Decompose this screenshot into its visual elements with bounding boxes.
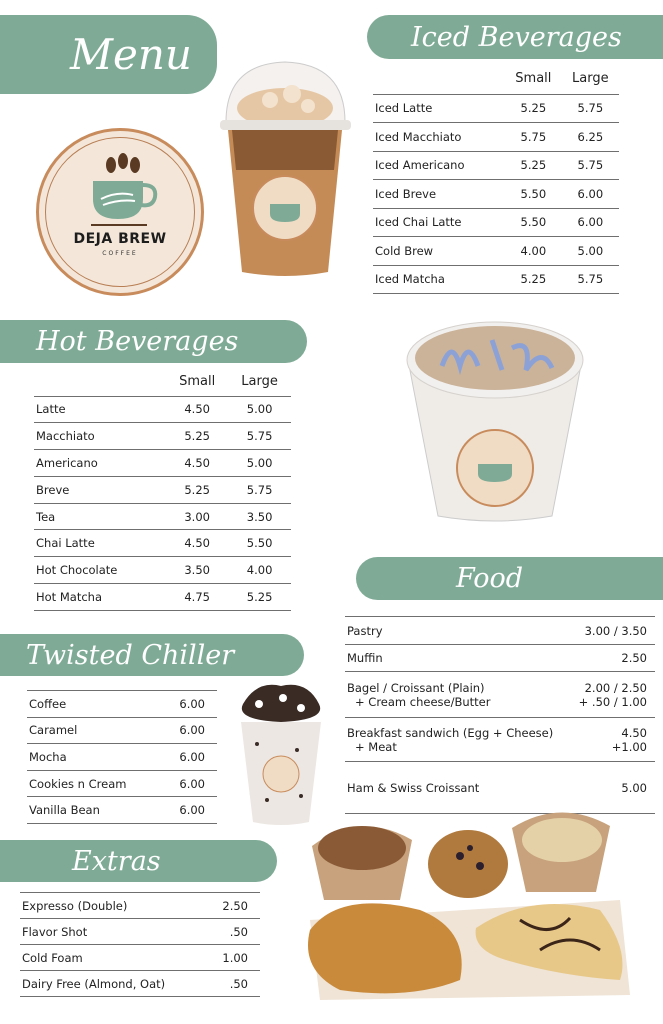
extras-item-name: Expresso (Double) [20,893,209,919]
hot-banner [0,320,307,363]
food-row [345,718,655,762]
hot-item-large: 5.75 [228,423,291,450]
chiller-row [27,691,217,718]
chiller-row [27,717,217,744]
extras-table [20,892,260,997]
iced-item-small: 4.00 [505,237,562,266]
chiller-item-name: Vanilla Bean [27,797,164,824]
extras-item-name: Dairy Free (Almond, Oat) [20,971,209,997]
extras-item-price: .50 [209,971,260,997]
food-item-addon-price: +1.00 [611,739,647,754]
hot-row [34,557,291,584]
hot-item-name: Tea [34,503,166,530]
iced-title: Iced Beverages [411,21,622,53]
hot-item-large: 5.00 [228,396,291,423]
food-item-addon-price: + .50 / 1.00 [578,694,647,709]
food-title: Food [456,563,524,594]
hot-item-small: 5.25 [166,476,228,503]
iced-item-name: Iced Matcha [373,265,505,294]
iced-item-large: 5.75 [562,265,619,294]
hot-item-large: 5.50 [228,530,291,557]
chiller-item-price: 6.00 [164,717,217,744]
hot-row [34,584,291,611]
hot-item-small: 3.50 [166,557,228,584]
iced-item-name: Iced Chai Latte [373,208,505,237]
hot-latte-photo [402,318,588,522]
extras-row [20,919,260,945]
food-item-price: 3.00 / 3.50 [584,623,647,638]
iced-item-name: Iced Macchiato [373,123,505,152]
extras-item-price: .50 [209,919,260,945]
food-row [345,645,655,672]
hot-item-name: Hot Chocolate [34,557,166,584]
chiller-title: Twisted Chiller [26,639,235,671]
iced-item-name: Cold Brew [373,237,505,266]
food-item-name: Breakfast sandwich (Egg + Cheese) [347,725,554,740]
hot-item-small: 3.00 [166,503,228,530]
iced-item-large: 5.75 [562,94,619,123]
iced-item-small: 5.50 [505,180,562,209]
iced-row [373,151,619,180]
hot-table [34,368,291,611]
iced-table [373,63,619,294]
logo-brand-name: DEJA BREW [73,231,167,247]
hot-row [34,396,291,423]
menu-banner [0,15,217,94]
hot-row [34,530,291,557]
food-item-addon: + Meat [355,739,397,754]
hot-item-large: 4.00 [228,557,291,584]
hot-header-small: Small [179,374,216,390]
food-item-name: Bagel / Croissant (Plain) [347,680,485,695]
iced-item-small: 5.25 [505,151,562,180]
iced-item-name: Iced Latte [373,94,505,123]
extras-row [20,945,260,971]
hot-item-name: Americano [34,450,166,477]
food-banner [356,557,663,600]
extras-row [20,971,260,997]
food-price [571,718,655,762]
iced-header-small: Small [515,70,552,86]
iced-item-large: 6.25 [562,123,619,152]
hot-row [34,450,291,477]
food-price [571,645,655,672]
iced-item-large: 5.00 [562,237,619,266]
deja-brew-logo [36,128,204,296]
menu-title: Menu [70,30,192,79]
hot-item-name: Chai Latte [34,530,166,557]
hot-item-small: 4.50 [166,530,228,557]
food-row [345,617,655,645]
hot-item-name: Latte [34,396,166,423]
hot-item-name: Breve [34,476,166,503]
hot-header-large: Large [241,374,278,390]
hot-item-small: 4.75 [166,584,228,611]
chiller-row [27,770,217,797]
food-price [571,672,655,718]
iced-item-small: 5.25 [505,94,562,123]
iced-item-large: 6.00 [562,180,619,209]
extras-row [20,893,260,919]
extras-item-name: Cold Foam [20,945,209,971]
hot-item-name: Hot Matcha [34,584,166,611]
extras-item-name: Flavor Shot [20,919,209,945]
food-item-price: 2.50 [621,651,647,665]
chiller-row [27,744,217,771]
table-end-rule [373,294,619,295]
extras-title: Extras [72,845,161,877]
iced-row [373,94,619,123]
iced-row [373,237,619,266]
food-item-price: 2.00 / 2.50 [584,680,647,695]
food-table [345,616,655,814]
hot-item-large: 3.50 [228,503,291,530]
coffee-cup-logo-icon [87,153,159,231]
iced-row [373,180,619,209]
iced-banner [367,15,663,59]
iced-row [373,265,619,294]
iced-row [373,123,619,152]
hot-item-small: 5.25 [166,423,228,450]
hot-item-name: Macchiato [34,423,166,450]
logo-brand-sub: COFFEE [102,250,138,257]
food-item [345,672,571,718]
hot-item-large: 5.25 [228,584,291,611]
chiller-item-name: Caramel [27,717,164,744]
chiller-item-price: 6.00 [164,691,217,718]
iced-latte-photo [218,60,353,282]
table-end-rule [34,610,291,611]
food-price [571,617,655,645]
food-row [345,672,655,718]
hot-row [34,476,291,503]
food-item-addon: + Cream cheese/Butter [355,694,491,709]
chiller-item-price: 6.00 [164,770,217,797]
iced-row [373,208,619,237]
chiller-item-name: Mocha [27,744,164,771]
chiller-banner [0,634,304,676]
iced-item-small: 5.25 [505,265,562,294]
food-item-name: Pastry [347,623,383,638]
food-item-name: Ham & Swiss Croissant [347,780,480,795]
food-item [345,617,571,645]
hot-header [34,368,291,396]
food-item-name: Muffin [347,651,383,665]
hot-row [34,503,291,530]
chiller-table [27,690,217,824]
hot-item-large: 5.00 [228,450,291,477]
chiller-row [27,797,217,824]
food-item-price: 5.00 [621,780,647,795]
extras-item-price: 1.00 [209,945,260,971]
iced-header-large: Large [572,70,609,86]
food-item [345,718,571,762]
iced-item-large: 6.00 [562,208,619,237]
iced-item-small: 5.75 [505,123,562,152]
chiller-item-price: 6.00 [164,744,217,771]
iced-item-large: 5.75 [562,151,619,180]
hot-item-small: 4.50 [166,450,228,477]
iced-item-small: 5.50 [505,208,562,237]
hot-title: Hot Beverages [36,326,239,357]
extras-banner [0,840,277,882]
hot-item-small: 4.50 [166,396,228,423]
hot-row [34,423,291,450]
chiller-item-price: 6.00 [164,797,217,824]
chiller-item-name: Cookies n Cream [27,770,164,797]
iced-item-name: Iced Americano [373,151,505,180]
hot-item-large: 5.75 [228,476,291,503]
pastries-photo [300,800,640,1005]
food-item [345,645,571,672]
food-item-price: 4.50 [621,725,647,740]
iced-header [373,63,619,94]
extras-item-price: 2.50 [209,893,260,919]
chiller-item-name: Coffee [27,691,164,718]
iced-item-name: Iced Breve [373,180,505,209]
